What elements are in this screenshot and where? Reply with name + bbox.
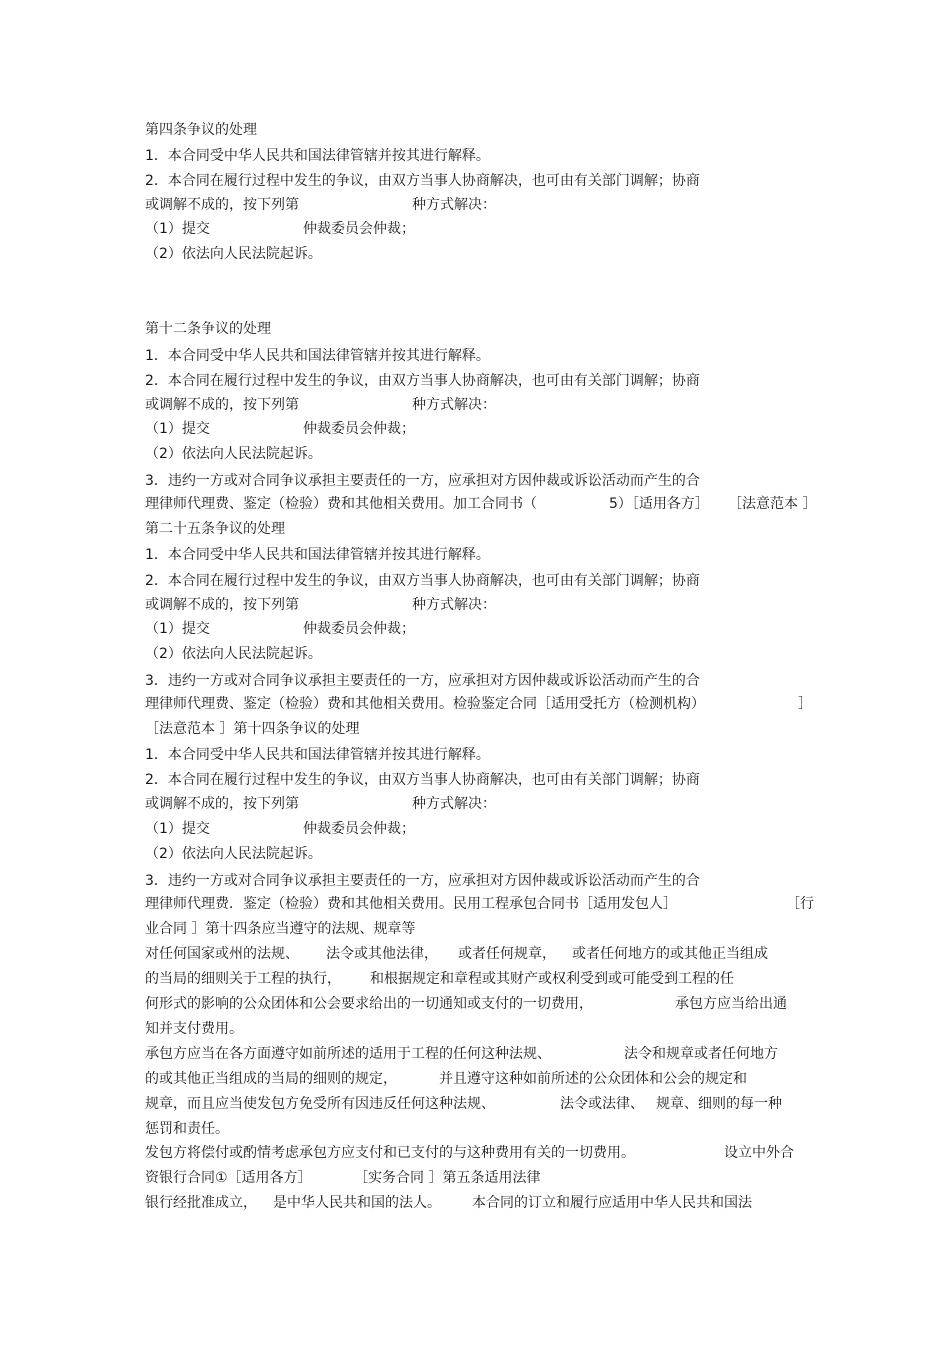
- text-line-1: 1．本合同受中华人民共和国法律管辖并按其进行解释。: [145, 148, 490, 164]
- text-line-35-seg-0: 承包方应当在各方面遵守如前所述的适用于工程的任何这种法规、: [145, 1046, 551, 1062]
- text-line-20: 3．违约一方或对合同争议承担主要责任的一方，应承担对方因仲裁或诉讼活动而产生的合: [145, 673, 700, 689]
- text-line-25-seg-0: 或调解不成的，按下列第: [145, 796, 299, 812]
- text-line-13-seg-2: ［法意范本 ］: [728, 496, 817, 512]
- text-line-5: （2）依法向人民法院起诉。: [145, 246, 322, 262]
- text-line-14: 第二十五条争议的处理: [145, 521, 285, 537]
- text-line-37-seg-1: 法令或法律、: [560, 1096, 644, 1112]
- text-line-40-seg-1: ［实务合同 ］第五条适用法律: [354, 1170, 541, 1186]
- text-line-18-seg-0: （1）提交: [145, 621, 210, 637]
- text-line-0: 第四条争议的处理: [145, 122, 257, 138]
- text-line-35-seg-1: 法令和规章或者任何地方: [624, 1046, 778, 1062]
- text-line-25-seg-1: 种方式解决：: [412, 796, 496, 812]
- text-line-13-seg-0: 理律师代理费、鉴定（检验）费和其他相关费用。加工合同书（: [145, 496, 537, 512]
- text-line-6: 第十二条争议的处理: [145, 321, 271, 337]
- text-line-37-seg-2: 规章、细则的每一种: [656, 1096, 782, 1112]
- text-line-34: 知并支付费用。: [145, 1021, 243, 1037]
- text-line-39-seg-1: 设立中外合: [724, 1145, 794, 1161]
- text-line-29-seg-0: 理律师代理费．鉴定（检验）费和其他相关费用。民用工程承包合同书［适用发包人］: [145, 896, 677, 912]
- text-line-22: ［法意范本 ］第十四条争议的处理: [145, 721, 360, 737]
- text-line-21-seg-1: ］: [798, 696, 812, 712]
- text-line-33-seg-1: 承包方应当给出通: [675, 996, 787, 1012]
- text-line-36-seg-1: 并且遵守这种如前所述的公众团体和公会的规定和: [439, 1071, 747, 1087]
- text-line-15: 1．本合同受中华人民共和国法律管辖并按其进行解释。: [145, 547, 490, 563]
- text-line-23: 1．本合同受中华人民共和国法律管辖并按其进行解释。: [145, 747, 490, 763]
- text-line-32-seg-0: 的当局的细则关于工程的执行，: [145, 971, 341, 987]
- text-line-26-seg-1: 仲裁委员会仲裁；: [303, 821, 415, 837]
- text-line-21-seg-0: 理律师代理费、鉴定（检验）费和其他相关费用。检验鉴定合同［适用受托方（检测机构）: [145, 696, 705, 712]
- text-line-16: 2．本合同在履行过程中发生的争议，由双方当事人协商解决，也可由有关部门调解；协商: [145, 573, 700, 589]
- text-line-33-seg-0: 何形式的影响的公众团体和公会要求给出的一切通知或支付的一切费用，: [145, 996, 593, 1012]
- text-line-26-seg-0: （1）提交: [145, 821, 210, 837]
- text-line-38: 惩罚和责任。: [145, 1121, 229, 1137]
- text-line-31-seg-2: 或者任何规章，: [458, 946, 556, 962]
- text-line-27: （2）依法向人民法院起诉。: [145, 846, 322, 862]
- text-line-12: 3．违约一方或对合同争议承担主要责任的一方，应承担对方因仲裁或诉讼活动而产生的合: [145, 473, 700, 489]
- text-line-3-seg-0: 或调解不成的，按下列第: [145, 197, 299, 213]
- text-line-31-seg-1: 法令或其他法律，: [326, 946, 438, 962]
- text-line-13-seg-1: 5）［适用各方］: [609, 496, 709, 512]
- text-line-17-seg-1: 种方式解决：: [412, 597, 496, 613]
- text-line-11: （2）依法向人民法院起诉。: [145, 446, 322, 462]
- text-line-32-seg-1: 和根据规定和章程或其财产或权利受到或可能受到工程的任: [370, 971, 734, 987]
- text-line-41-seg-0: 银行经批准成立，: [145, 1195, 257, 1211]
- text-line-7: 1．本合同受中华人民共和国法律管辖并按其进行解释。: [145, 348, 490, 364]
- text-line-31-seg-0: 对任何国家或州的法规、: [145, 946, 299, 962]
- text-line-2: 2．本合同在履行过程中发生的争议，由双方当事人协商解决，也可由有关部门调解；协商: [145, 173, 700, 189]
- text-line-10-seg-1: 仲裁委员会仲裁；: [303, 421, 415, 437]
- text-line-30: 业合同 ］第十四条应当遵守的法规、规章等: [145, 921, 416, 937]
- text-line-8: 2．本合同在履行过程中发生的争议，由双方当事人协商解决，也可由有关部门调解；协商: [145, 373, 700, 389]
- text-line-4-seg-0: （1）提交: [145, 221, 210, 237]
- text-line-31-seg-3: 或者任何地方的或其他正当组成: [572, 946, 768, 962]
- text-line-19: （2）依法向人民法院起诉。: [145, 646, 322, 662]
- text-line-41-seg-1: 是中华人民共和国的法人。: [273, 1195, 441, 1211]
- text-line-18-seg-1: 仲裁委员会仲裁；: [303, 621, 415, 637]
- text-line-24: 2．本合同在履行过程中发生的争议，由双方当事人协商解决，也可由有关部门调解；协商: [145, 772, 700, 788]
- text-line-41-seg-2: 本合同的订立和履行应适用中华人民共和国法: [472, 1195, 752, 1211]
- text-line-39-seg-0: 发包方将偿付或酌情考虑承包方应支付和已支付的与这种费用有关的一切费用。: [145, 1145, 635, 1161]
- text-line-17-seg-0: 或调解不成的，按下列第: [145, 597, 299, 613]
- text-line-28: 3．违约一方或对合同争议承担主要责任的一方，应承担对方因仲裁或诉讼活动而产生的合: [145, 873, 700, 889]
- text-line-4-seg-1: 仲裁委员会仲裁；: [303, 221, 415, 237]
- text-line-40-seg-0: 资银行合同①［适用各方］: [145, 1170, 312, 1186]
- text-line-9-seg-1: 种方式解决：: [412, 397, 496, 413]
- text-line-29-seg-1: ［行: [786, 896, 814, 912]
- text-line-3-seg-1: 种方式解决：: [412, 197, 496, 213]
- text-line-10-seg-0: （1）提交: [145, 421, 210, 437]
- text-line-9-seg-0: 或调解不成的，按下列第: [145, 397, 299, 413]
- text-line-36-seg-0: 的或其他正当组成的当局的细则的规定，: [145, 1071, 397, 1087]
- text-line-37-seg-0: 规章，而且应当使发包方免受所有因违反任何这种法规、: [145, 1096, 495, 1112]
